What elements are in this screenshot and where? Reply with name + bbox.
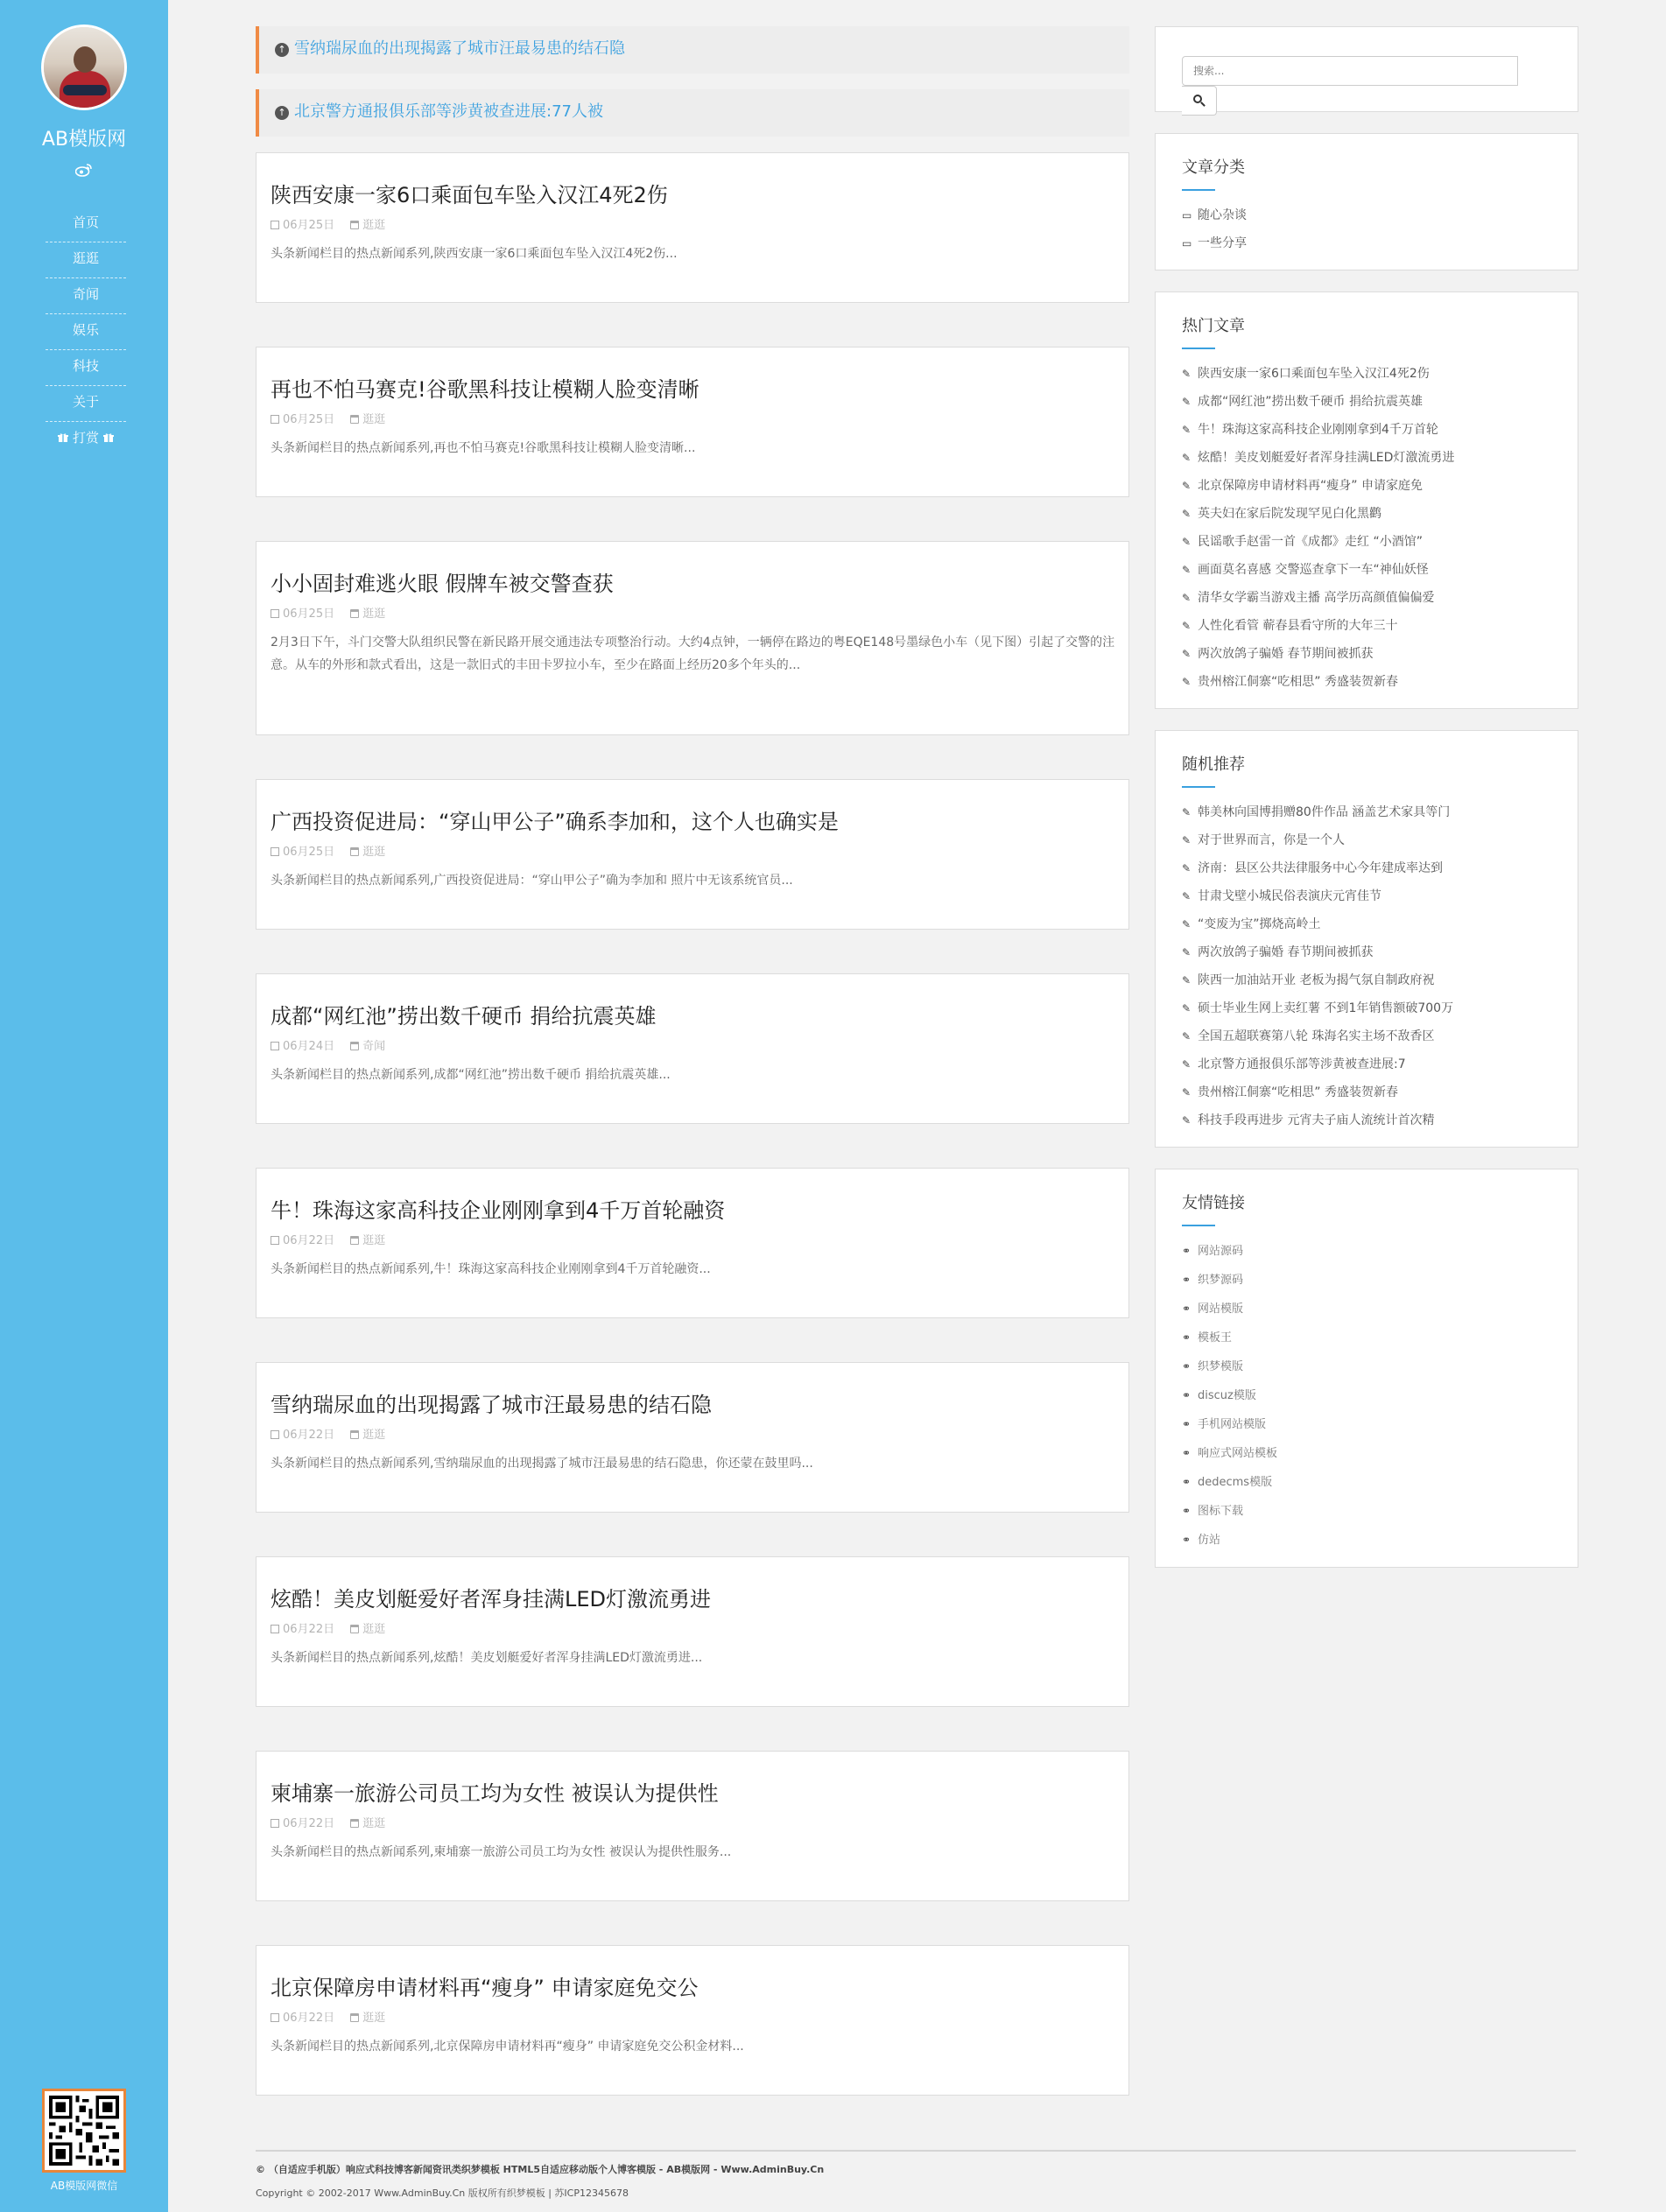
pencil-icon: ✎: [1182, 508, 1192, 520]
pencil-icon: ✎: [1182, 648, 1192, 660]
pencil-icon: ✎: [1182, 1030, 1192, 1043]
random-article-link[interactable]: ✎ 济南：县区公共法律服务中心今年建成率达到: [1182, 854, 1551, 882]
title-underline: [1182, 348, 1215, 349]
article-excerpt: 头条新闻栏目的热点新闻系列,雪纳瑞尿血的出现揭露了城市汪最易患的结石隐患，你还蒙在鼓里吗...: [271, 1457, 813, 1471]
link-icon: ⚭: [1182, 1418, 1192, 1430]
folder-icon: ▭: [1182, 209, 1192, 221]
pencil-icon: ✎: [1182, 1114, 1192, 1127]
article-title[interactable]: 再也不怕马赛克!谷歌黑科技让模糊人脸变清晰: [271, 377, 699, 402]
article-card: [256, 1362, 1129, 1513]
article-date: 06月25日: [283, 219, 335, 232]
friend-link[interactable]: ⚭ 图标下载: [1182, 1497, 1551, 1526]
title-underline: [1182, 189, 1215, 191]
hot-article-link[interactable]: ✎ 北京保障房申请材料再“瘦身” 申请家庭免: [1182, 472, 1551, 500]
main-nav: [46, 207, 126, 458]
article-title[interactable]: 牛！珠海这家高科技企业刚刚拿到4千万首轮融资: [271, 1198, 726, 1223]
search-widget: [1155, 26, 1578, 112]
gift-icon: [103, 432, 114, 443]
article-date: 06月25日: [283, 413, 335, 426]
article-category[interactable]: 逛逛: [362, 1429, 386, 1442]
article-date: 06月24日: [283, 1040, 335, 1053]
folder-icon: [350, 847, 359, 856]
folder-icon: [350, 609, 359, 618]
article-card: [256, 152, 1129, 303]
wechat-qr-code: [42, 2089, 126, 2173]
calendar-icon: [271, 1819, 279, 1828]
link-icon: ⚭: [1182, 1476, 1192, 1488]
footer-divider: [256, 2150, 1576, 2152]
random-article-link[interactable]: ✎ 全国五超联赛第八轮 珠海名实主场不敌香区: [1182, 1022, 1551, 1050]
circle-arrow-up-icon: ↑: [275, 106, 289, 120]
categories-widget: [1155, 133, 1578, 270]
pencil-icon: ✎: [1182, 1058, 1192, 1071]
article-meta: [271, 842, 1115, 859]
hot-article-link[interactable]: ✎ 英夫妇在家后院发现罕见白化黑鹳: [1182, 500, 1551, 528]
article-category[interactable]: 逛逛: [362, 846, 386, 859]
article-excerpt: 2月3日下午，斗门交警大队组织民警在新民路开展交通违法专项整治行动。大约4点钟，一辆停在路边的粤EQE148号墨绿色小车（见下图）引起了交警的注意。从车的外形和款式看出，这是一款旧式的丰田卡罗拉小车，至少在路面上经历20多个年头的...: [271, 636, 1115, 672]
widget-title: 文章分类: [1182, 158, 1245, 177]
article-card: [256, 347, 1129, 497]
right-sidebar: [1155, 26, 1578, 1589]
article-meta: [271, 604, 1115, 621]
friend-link[interactable]: ⚭ 响应式网站模板: [1182, 1439, 1551, 1468]
article-excerpt: 头条新闻栏目的热点新闻系列,牛！珠海这家高科技企业刚刚拿到4千万首轮融资...: [271, 1262, 711, 1276]
nav-item-keji[interactable]: 科技: [46, 350, 126, 386]
random-article-link[interactable]: ✎ 两次放鸽子骗婚 春节期间被抓获: [1182, 938, 1551, 966]
article-excerpt: 头条新闻栏目的热点新闻系列,柬埔寨一旅游公司员工均为女性 被误认为提供性服务...: [271, 1845, 732, 1859]
article-meta: [271, 410, 1115, 426]
calendar-icon: [271, 847, 279, 856]
pencil-icon: ✎: [1182, 592, 1192, 604]
article-meta: [271, 1814, 1115, 1830]
article-meta: [271, 1231, 1115, 1247]
friend-links-widget: [1155, 1169, 1578, 1568]
folder-icon: ▭: [1182, 237, 1192, 249]
link-icon: ⚭: [1182, 1360, 1192, 1373]
avatar[interactable]: [41, 25, 127, 110]
hot-article-link[interactable]: ✎ 民谣歌手赵雷一首《成都》走红 “小酒馆”: [1182, 528, 1551, 556]
hot-article-link[interactable]: ✎ 贵州榕江侗寨“吃相思” 秀盛装贺新春: [1182, 668, 1551, 696]
article-date: 06月25日: [283, 846, 335, 859]
article-category[interactable]: 逛逛: [362, 1817, 386, 1830]
hot-article-link[interactable]: ✎ 成都“网红池”捞出数千硬币 捐给抗震英雄: [1182, 388, 1551, 416]
random-article-link[interactable]: ✎ 北京警方通报俱乐部等涉黄被查进展:7: [1182, 1050, 1551, 1078]
title-underline: [1182, 1225, 1215, 1226]
notice-item[interactable]: [256, 89, 1129, 137]
category-list: [1182, 201, 1551, 270]
article-date: 06月22日: [283, 1234, 335, 1247]
random-article-list: [1182, 798, 1551, 1147]
friend-link[interactable]: ⚭ discuz模版: [1182, 1381, 1551, 1410]
pencil-icon: ✎: [1182, 536, 1192, 548]
link-icon: ⚭: [1182, 1447, 1192, 1459]
random-article-link[interactable]: ✎ 硕士毕业生网上卖红薯 不到1年销售额破700万: [1182, 994, 1551, 1022]
article-excerpt: 头条新闻栏目的热点新闻系列,炫酷！美皮划艇爱好者浑身挂满LED灯激流勇进...: [271, 1651, 703, 1665]
article-date: 06月22日: [283, 1623, 335, 1636]
article-meta: [271, 1036, 1115, 1053]
article-title[interactable]: 成都“网红池”捞出数千硬币 捐给抗震英雄: [271, 1004, 657, 1029]
widget-title: 随机推荐: [1182, 755, 1245, 774]
calendar-icon: [271, 609, 279, 618]
calendar-icon: [271, 1236, 279, 1245]
article-title[interactable]: 炫酷！美皮划艇爱好者浑身挂满LED灯激流勇进: [271, 1587, 712, 1612]
weibo-icon[interactable]: [75, 163, 93, 177]
calendar-icon: [271, 415, 279, 424]
folder-icon: [350, 1819, 359, 1828]
article-meta: [271, 215, 1115, 232]
link-icon: ⚭: [1182, 1274, 1192, 1286]
folder-icon: [350, 1430, 359, 1439]
main-content: [256, 26, 1129, 2139]
friend-link[interactable]: ⚭ 手机网站模版: [1182, 1410, 1551, 1439]
circle-arrow-up-icon: ↑: [275, 43, 289, 57]
folder-icon: [350, 1236, 359, 1245]
article-card: [256, 779, 1129, 930]
random-article-link[interactable]: ✎ 陕西一加油站开业 老板为揭气氛自制政府祝: [1182, 966, 1551, 994]
pencil-icon: ✎: [1182, 564, 1192, 576]
nav-item-donate[interactable]: [46, 422, 126, 458]
search-button[interactable]: [1182, 86, 1217, 116]
article-card: [256, 973, 1129, 1124]
article-category[interactable]: 奇闻: [362, 1040, 386, 1053]
link-icon: ⚭: [1182, 1245, 1192, 1257]
article-excerpt: 头条新闻栏目的热点新闻系列,陕西安康一家6口乘面包车坠入汉江4死2伤...: [271, 247, 678, 261]
folder-icon: [350, 2013, 359, 2022]
sidebar: [0, 0, 168, 2212]
article-excerpt: 头条新闻栏目的热点新闻系列,成都“网红池”捞出数千硬币 捐给抗震英雄...: [271, 1068, 671, 1082]
random-article-link[interactable]: ✎ 甘肃戈壁小城民俗表演庆元宵佳节: [1182, 882, 1551, 910]
article-excerpt: 头条新闻栏目的热点新闻系列,北京保障房申请材料再“瘦身” 申请家庭免交公积金材料...: [271, 2040, 744, 2054]
article-category[interactable]: 逛逛: [362, 1234, 386, 1247]
hot-article-list: [1182, 360, 1551, 708]
calendar-icon: [271, 221, 279, 229]
random-article-link[interactable]: ✎ 韩美林向国博捐赠80件作品 涵盖艺术家具等门: [1182, 798, 1551, 826]
footer-copyright: Copyright © 2002-2017 Www.AdminBuy.Cn 版权所有织梦模板 | 苏ICP12345678: [256, 2187, 629, 2199]
article-card: [256, 541, 1129, 735]
article-card: [256, 1556, 1129, 1707]
category-link[interactable]: ▭ 一些分享: [1182, 229, 1551, 257]
hot-article-link[interactable]: ✎ 人性化看管 蕲春县看守所的大年三十: [1182, 612, 1551, 640]
pencil-icon: ✎: [1182, 480, 1192, 492]
article-title[interactable]: 雪纳瑞尿血的出现揭露了城市汪最易患的结石隐: [271, 1393, 712, 1417]
article-category[interactable]: 逛逛: [362, 2012, 386, 2025]
pencil-icon: ✎: [1182, 452, 1192, 464]
pencil-icon: ✎: [1182, 806, 1192, 818]
pencil-icon: ✎: [1182, 1002, 1192, 1015]
article-meta: [271, 1425, 1115, 1442]
article-date: 06月22日: [283, 1817, 335, 1830]
link-icon: ⚭: [1182, 1534, 1192, 1546]
random-article-link[interactable]: ✎ 对于世界而言，你是一个人: [1182, 826, 1551, 854]
title-underline: [1182, 786, 1215, 788]
hot-articles-widget: [1155, 291, 1578, 709]
qr-caption: AB模版网微信: [50, 2180, 118, 2192]
notice-item[interactable]: [256, 26, 1129, 74]
pencil-icon: ✎: [1182, 676, 1192, 688]
pencil-icon: ✎: [1182, 862, 1192, 874]
friend-link[interactable]: ⚭ dedecms模版: [1182, 1468, 1551, 1497]
article-card: [256, 1751, 1129, 1901]
friend-link[interactable]: ⚭ 网站源码: [1182, 1237, 1551, 1266]
article-excerpt: 头条新闻栏目的热点新闻系列,广西投资促进局：“穿山甲公子”确为李加和 照片中无该系统官员...: [271, 874, 793, 888]
nav-item-about[interactable]: 关于: [46, 386, 126, 422]
article-card: [256, 1945, 1129, 2096]
pencil-icon: ✎: [1182, 834, 1192, 846]
friend-link[interactable]: ⚭ 模板王: [1182, 1324, 1551, 1352]
random-articles-widget: [1155, 730, 1578, 1148]
pencil-icon: ✎: [1182, 424, 1192, 436]
hot-article-link[interactable]: ✎ 牛！珠海这家高科技企业刚刚拿到4千万首轮: [1182, 416, 1551, 444]
notice-text: 雪纳瑞尿血的出现揭露了城市汪最易患的结石隐: [294, 39, 625, 58]
site-name[interactable]: AB模版网: [41, 129, 127, 151]
link-icon: ⚭: [1182, 1303, 1192, 1315]
folder-icon: [350, 415, 359, 424]
article-title[interactable]: 柬埔寨一旅游公司员工均为女性 被误认为提供性: [271, 1781, 719, 1806]
calendar-icon: [271, 1430, 279, 1439]
article-title[interactable]: 北京保障房申请材料再“瘦身” 申请家庭免交公: [271, 1976, 699, 2000]
friend-link-list: [1182, 1237, 1551, 1567]
hot-article-link[interactable]: ✎ 陕西安康一家6口乘面包车坠入汉江4死2伤: [1182, 360, 1551, 388]
article-category[interactable]: 逛逛: [362, 1623, 386, 1636]
nav-item-yule[interactable]: 娱乐: [46, 314, 126, 350]
article-meta: [271, 1619, 1115, 1636]
hot-article-link[interactable]: ✎ 清华女学霸当游戏主播 高学历高颜值偏偏爱: [1182, 584, 1551, 612]
friend-link[interactable]: ⚭ 织梦源码: [1182, 1266, 1551, 1295]
widget-title: 热门文章: [1182, 317, 1245, 335]
nav-item-qiwen[interactable]: 奇闻: [46, 278, 126, 314]
pencil-icon: ✎: [1182, 620, 1192, 632]
search-input[interactable]: [1182, 56, 1518, 86]
article-date: 06月22日: [283, 1429, 335, 1442]
article-category[interactable]: 逛逛: [362, 607, 386, 621]
hot-article-link[interactable]: ✎ 两次放鸽子骗婚 春节期间被抓获: [1182, 640, 1551, 668]
pencil-icon: ✎: [1182, 946, 1192, 959]
link-icon: ⚭: [1182, 1331, 1192, 1344]
pencil-icon: ✎: [1182, 890, 1192, 902]
article-meta: [271, 2008, 1115, 2025]
widget-title: 友情链接: [1182, 1194, 1245, 1212]
calendar-icon: [271, 2013, 279, 2022]
hot-article-link[interactable]: ✎ 画面莫名喜感 交警巡查拿下一车“神仙妖怪: [1182, 556, 1551, 584]
pencil-icon: ✎: [1182, 368, 1192, 380]
nav-item-home[interactable]: 首页: [46, 207, 126, 242]
article-title[interactable]: 陕西安康一家6口乘面包车坠入汉江4死2伤: [271, 183, 668, 207]
link-icon: ⚭: [1182, 1505, 1192, 1517]
pencil-icon: ✎: [1182, 918, 1192, 930]
nav-item-donate-label: 打赏: [72, 430, 99, 446]
article-category[interactable]: 逛逛: [362, 219, 386, 232]
article-category[interactable]: 逛逛: [362, 413, 386, 426]
pencil-icon: ✎: [1182, 974, 1192, 987]
article-title[interactable]: 小小固封难逃火眼 假牌车被交警查获: [271, 572, 614, 596]
friend-link[interactable]: ⚭ 仿站: [1182, 1526, 1551, 1555]
link-icon: ⚭: [1182, 1389, 1192, 1401]
article-date: 06月25日: [283, 607, 335, 621]
friend-link[interactable]: ⚭ 织梦模版: [1182, 1352, 1551, 1381]
pencil-icon: ✎: [1182, 1086, 1192, 1099]
article-title[interactable]: 广西投资促进局：“穿山甲公子”确系李加和，这个人也确实是: [271, 810, 839, 834]
calendar-icon: [271, 1042, 279, 1050]
folder-icon: [350, 1625, 359, 1633]
gift-icon: [58, 432, 68, 443]
hot-article-link[interactable]: ✎ 炫酷！美皮划艇爱好者浑身挂满LED灯激流勇进: [1182, 444, 1551, 472]
article-card: [256, 1168, 1129, 1318]
footer-title[interactable]: © （自适应手机版）响应式科技博客新闻资讯类织梦模板 HTML5自适应移动版个人博客模版 - AB模版网 - Www.AdminBuy.Cn: [256, 2164, 825, 2175]
nav-item-guangguang[interactable]: 逛逛: [46, 242, 126, 278]
folder-icon: [350, 221, 359, 229]
category-link[interactable]: ▭ 随心杂谈: [1182, 201, 1551, 229]
random-article-link[interactable]: ✎ 贵州榕江侗寨“吃相思” 秀盛装贺新春: [1182, 1078, 1551, 1106]
footer: [256, 2150, 1576, 2200]
article-date: 06月22日: [283, 2012, 335, 2025]
notice-text: 北京警方通报俱乐部等涉黄被查进展:77人被: [294, 102, 603, 121]
random-article-link[interactable]: ✎ “变废为宝”掷烧高岭土: [1182, 910, 1551, 938]
calendar-icon: [271, 1625, 279, 1633]
pencil-icon: ✎: [1182, 396, 1192, 408]
friend-link[interactable]: ⚭ 网站模版: [1182, 1295, 1551, 1324]
folder-icon: [350, 1042, 359, 1050]
article-excerpt: 头条新闻栏目的热点新闻系列,再也不怕马赛克!谷歌黑科技让模糊人脸变清晰...: [271, 441, 696, 455]
random-article-link[interactable]: ✎ 科技手段再进步 元宵夫子庙人流统计首次精: [1182, 1106, 1551, 1134]
